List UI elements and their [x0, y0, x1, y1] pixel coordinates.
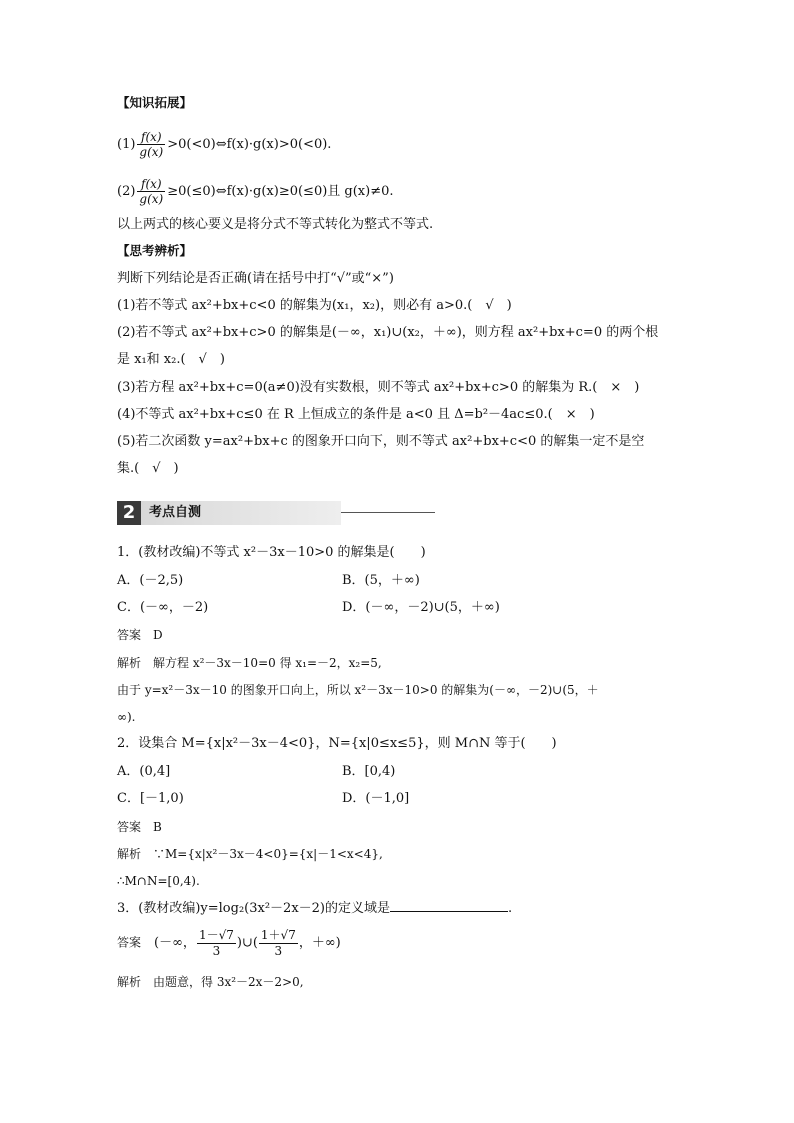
q1-analysis-1: 解析 解方程 x²－3x－10=0 得 x₁=－2，x₂=5,: [117, 656, 382, 670]
item2-prefix: (2): [117, 184, 136, 199]
item1-fraction: $\frac{f(x)}{g(x)}$: [139, 130, 164, 159]
banner-rule: [341, 512, 435, 513]
q2-option-b: B．[0,4): [342, 764, 396, 779]
item1-prefix: (1): [117, 137, 136, 152]
banner-number: 2: [117, 501, 141, 525]
item2-fraction: $\frac{f(x)}{g(x)}$: [139, 177, 164, 206]
knowledge-item-2: [117, 177, 394, 206]
q2-option-a: A．(0,4]: [117, 764, 171, 779]
q2-option-c: C．[－1,0): [117, 791, 184, 806]
q1-option-a: A．(－2,5): [117, 573, 184, 588]
item2-rest: ≥0(≤0)⇔f(x)·g(x)≥0(≤0)且 g(x)≠0.: [167, 184, 394, 199]
discrimination-line-5: (5)若二次函数 y=ax²+bx+c 的图象开口向下，则不等式 ax²+bx+c<0 的解集一定不是空: [117, 434, 645, 449]
q2-stem: 2．设集合 M={x|x²－3x－4<0}，N={x|0≤x≤5}，则 M∩N 等于( ): [117, 736, 557, 751]
q3-answer: [117, 928, 341, 958]
q2-answer: 答案 B: [117, 820, 162, 834]
q3-answer-label: 答案: [117, 935, 142, 950]
q1-option-c: C．(－∞，－2): [117, 600, 209, 615]
section-banner: [117, 501, 435, 525]
q2-analysis-2: ∴M∩N=[0,4).: [117, 874, 200, 888]
q1-analysis-2: 由于 y=x²－3x－10 的图象开口向上，所以 x²－3x－10>0 的解集为(－∞，－2)∪(5，＋: [117, 683, 599, 697]
q3-stem-end: .: [508, 901, 513, 916]
q3-answer-blank[interactable]: [390, 899, 508, 912]
discrimination-line-1: (1)若不等式 ax²+bx+c<0 的解集为(x₁，x₂)，则必有 a>0.( √ ): [117, 298, 512, 313]
q2-analysis-1: 解析 ∵M={x|x²－3x－4<0}={x|－1<x<4},: [117, 847, 383, 861]
section-header-knowledge: 【知识拓展】: [117, 95, 193, 110]
q3-fraction-1: $\frac{1-√7}{3}$: [198, 928, 234, 958]
discrimination-line-5b: 集.( √ ): [117, 461, 179, 476]
discrimination-intro: 判断下列结论是否正确(请在括号中打“√”或“×”): [117, 271, 394, 286]
q3-analysis-1: 解析 由题意，得 3x²－2x－2>0,: [117, 975, 304, 989]
banner-title: 考点自测: [141, 501, 341, 525]
q1-option-b: B．(5，＋∞): [342, 573, 420, 588]
q3-stem-text: 3．(教材改编)y=log₂(3x²－2x－2)的定义域是: [117, 901, 391, 916]
discrimination-line-4: (4)不等式 ax²+bx+c≤0 在 R 上恒成立的条件是 a<0 且 Δ=b²－4ac≤0.( × ): [117, 407, 595, 422]
knowledge-summary: 以上两式的核心要义是将分式不等式转化为整式不等式.: [117, 217, 434, 232]
q2-option-d: D．(－1,0]: [342, 791, 410, 806]
q1-answer: 答案 D: [117, 628, 163, 642]
q3-answer-part2: )∪(: [236, 935, 258, 951]
q3-answer-part1: (－∞，: [154, 935, 196, 951]
discrimination-line-2b: 是 x₁和 x₂.( √ ): [117, 352, 225, 367]
q3-answer-part3: ，＋∞): [298, 935, 341, 951]
section-header-discrimination: 【思考辨析】: [117, 243, 193, 258]
q3-stem: [117, 899, 512, 918]
q1-analysis-3: ∞).: [117, 710, 136, 724]
q1-option-d: D．(－∞，－2)∪(5，＋∞): [342, 600, 500, 615]
discrimination-line-3: (3)若方程 ax²+bx+c=0(a≠0)没有实数根，则不等式 ax²+bx+c>0 的解集为 R.( × ): [117, 380, 640, 395]
item1-rest: >0(<0)⇔f(x)·g(x)>0(<0).: [167, 137, 332, 152]
q3-fraction-2: $\frac{1+√7}{3}$: [260, 928, 296, 958]
knowledge-item-1: [117, 130, 331, 159]
discrimination-line-2: (2)若不等式 ax²+bx+c>0 的解集是(－∞，x₁)∪(x₂，＋∞)，则方程 ax²+bx+c=0 的两个根: [117, 325, 659, 340]
q1-stem: 1．(教材改编)不等式 x²－3x－10>0 的解集是( ): [117, 545, 426, 560]
